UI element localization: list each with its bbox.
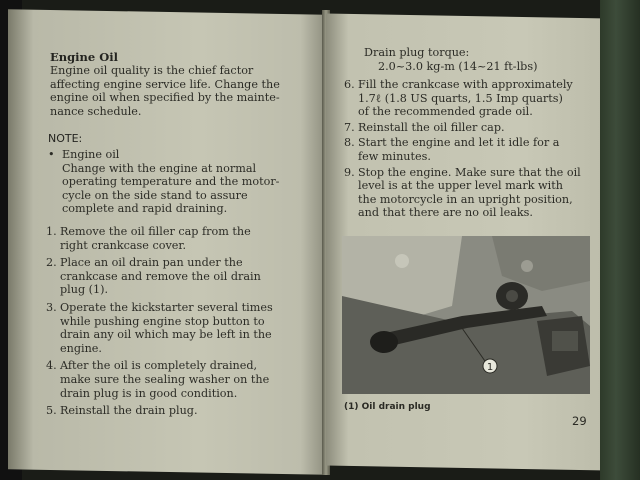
right-steps-list xyxy=(344,78,596,222)
note-line: complete and rapid draining. xyxy=(62,202,228,216)
page-number: 29 xyxy=(572,414,587,428)
step-item: 9. Stop the engine. Make sure that the oil level is at the upper level mark with the motorcycle in an upright position, and that there are no oil leaks. xyxy=(344,165,581,220)
note-line: Engine oil xyxy=(62,148,120,161)
intro-line: affecting engine service life. Change the xyxy=(50,77,280,91)
engine-photo xyxy=(342,236,590,394)
callout-number: 1 xyxy=(486,362,494,373)
engine-illustration xyxy=(342,236,590,394)
torque-label: Drain plug torque: xyxy=(364,46,470,59)
step-item: 2. Place an oil drain pan under the crankcase and remove the oil drain plug (1). xyxy=(46,256,261,297)
note-bullet-item xyxy=(48,148,308,216)
left-steps-list xyxy=(46,225,308,422)
note-line: cycle on the side stand to assure xyxy=(62,188,248,202)
book-right-edge xyxy=(600,0,640,480)
photo-caption: (1) Oil drain plug xyxy=(344,402,431,412)
step-item: 1. Remove the oil filler cap from the right crankcase cover. xyxy=(46,225,251,252)
step-item: 5. Reinstall the drain plug. xyxy=(46,404,198,418)
intro-line: engine oil when specified by the mainte- xyxy=(50,91,280,105)
step-item: 7. Reinstall the oil filler cap. xyxy=(344,120,505,134)
intro-paragraph xyxy=(50,64,300,118)
step-item: 8. Start the engine and let it idle for a few minutes. xyxy=(344,136,560,163)
bullet-icon: • xyxy=(48,148,55,161)
intro-line: nance schedule. xyxy=(50,104,142,118)
section-heading: Engine Oil xyxy=(50,50,118,64)
step-item: 4. After the oil is completely drained, make sure the sealing washer on the drain plug is in good condition. xyxy=(46,359,270,400)
torque-spec xyxy=(344,46,594,73)
step-item: 3. Operate the kickstarter several times while pushing engine stop button to drain any oil which may be left in the engine. xyxy=(46,300,273,355)
torque-value: 2.0~3.0 kg-m (14~21 ft-lbs) xyxy=(378,59,538,73)
intro-line: Engine oil quality is the chief factor xyxy=(50,64,254,77)
note-label: NOTE: xyxy=(48,132,83,145)
note-line: Change with the engine at normal xyxy=(62,161,257,175)
step-item: 6. Fill the crankcase with approximately 1.7ℓ (1.8 US quarts, 1.5 Imp quarts) of the recommended grade oil. xyxy=(344,78,573,119)
note-line: operating temperature and the motor- xyxy=(62,175,280,189)
